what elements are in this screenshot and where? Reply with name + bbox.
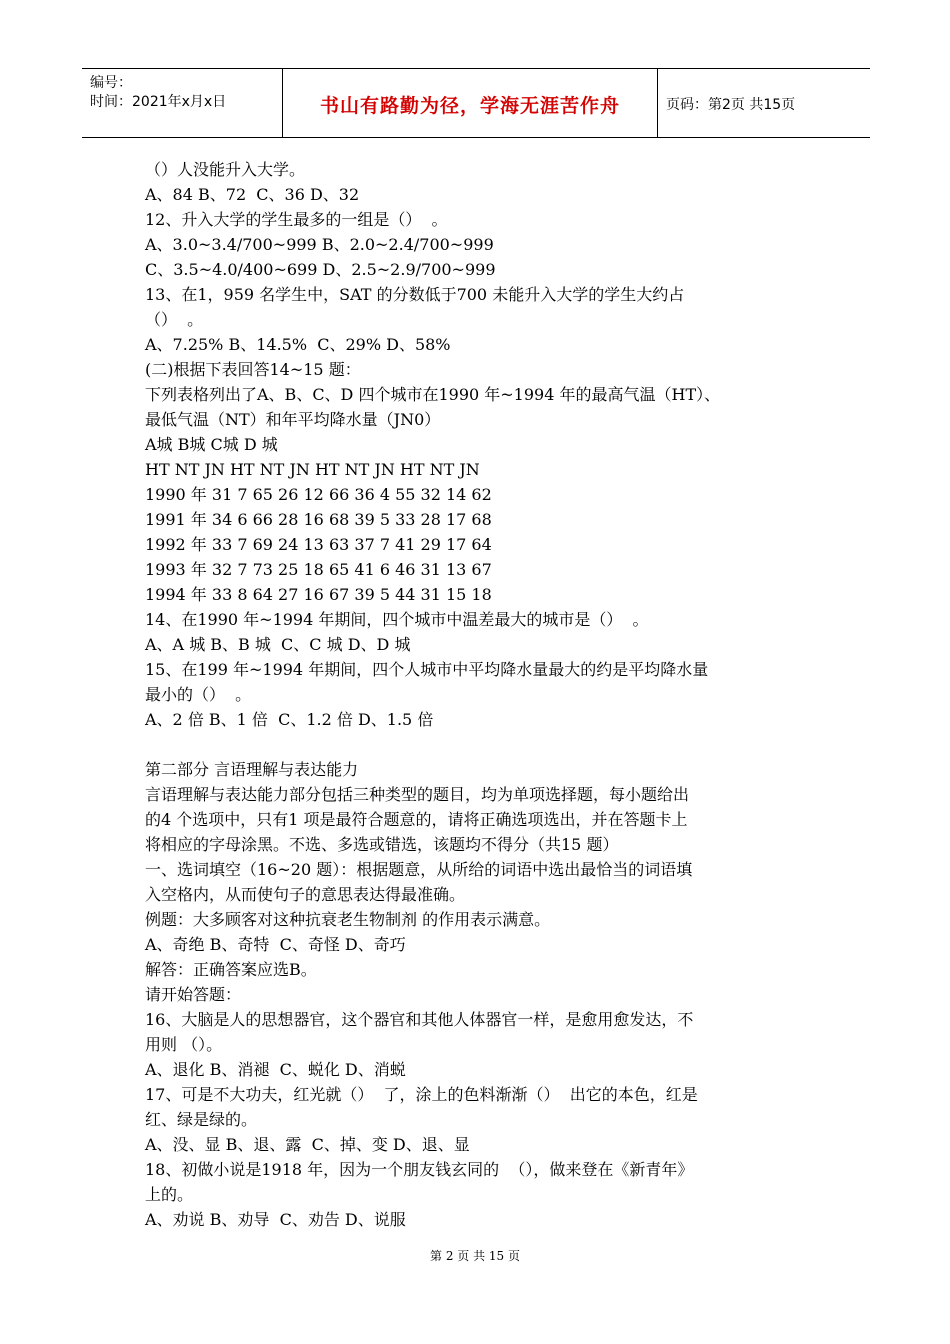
header-page-info: 页码：第2页 共15页	[666, 97, 796, 113]
text-line: （） 。	[145, 310, 204, 329]
doc-number-label: 编号：	[90, 75, 132, 91]
text-line: 最小的（） 。	[145, 685, 252, 704]
text-line: 解答：正确答案应选B。	[145, 960, 317, 979]
text-line: 1991 年 34 6 66 28 16 68 39 5 33 28 17 68	[145, 510, 492, 529]
text-line: 红、绿是绿的。	[145, 1110, 258, 1129]
text-line: 最低气温（NT）和年平均降水量（JN0）	[145, 410, 441, 429]
text-line: A、退化 B、消褪 C、蜕化 D、消蜕	[145, 1060, 406, 1079]
text-line: HT NT JN HT NT JN HT NT JN HT NT JN	[145, 460, 480, 479]
text-line: A、奇绝 B、奇特 C、奇怪 D、奇巧	[145, 935, 406, 954]
text-line: 请开始答题：	[145, 985, 242, 1004]
text-line: 15、在199 年~1994 年期间，四个人城市中平均降水量最大的约是平均降水量	[145, 660, 709, 679]
text-line: 1992 年 33 7 69 24 13 63 37 7 41 29 17 64	[145, 535, 492, 554]
text-line: 下列表格列出了A、B、C、D 四个城市在1990 年~1994 年的最高气温（HT）、	[145, 385, 721, 404]
text-line: 一、选词填空（16~20 题）：根据题意，从所给的词语中选出最恰当的词语填	[145, 860, 693, 879]
text-line: 的4 个选项中，只有1 项是最符合题意的，请将正确选项选出，并在答题卡上	[145, 810, 688, 829]
header-right-cell	[658, 69, 870, 137]
text-line: A、2 倍 B、1 倍 C、1.2 倍 D、1.5 倍	[145, 710, 434, 729]
text-line: 14、在1990 年~1994 年期间，四个城市中温差最大的城市是（） 。	[145, 610, 649, 629]
text-line: 12、升入大学的学生最多的一组是（） 。	[145, 210, 448, 229]
page-footer: 第 2 页 共 15 页	[430, 1249, 520, 1263]
text-line: 18、初做小说是1918 年，因为一个朋友钱玄同的 （），做来登在《新青年》	[145, 1160, 694, 1179]
text-line: A、3.0~3.4/700~999 B、2.0~2.4/700~999	[145, 235, 494, 254]
text-line: 17、可是不大功夫，红光就（） 了，涂上的色料渐渐（） 出它的本色，红是	[145, 1085, 698, 1104]
text-line: A、7.25% B、14.5% C、29% D、58%	[145, 335, 451, 354]
text-line: A城 B城 C城 D 城	[145, 435, 278, 454]
text-line: 1990 年 31 7 65 26 12 66 36 4 55 32 14 62	[145, 485, 492, 504]
text-line: （）人没能升入大学。	[145, 160, 306, 179]
page-header	[82, 68, 870, 138]
text-line: 13、在1，959 名学生中，SAT 的分数低于700 未能升入大学的学生大约占	[145, 285, 685, 304]
text-line: 将相应的字母涂黑。不选、多选或错选，该题均不得分（共15 题）	[145, 835, 619, 854]
text-line: 1993 年 32 7 73 25 18 65 41 6 46 31 13 67	[145, 560, 492, 579]
text-line: A、A 城 B、B 城 C、C 城 D、D 城	[145, 635, 411, 654]
text-line: 上的。	[145, 1185, 194, 1204]
header-center-cell	[283, 69, 658, 137]
text-line: 16、大脑是人的思想器官，这个器官和其他人体器官一样，是愈用愈发达，不	[145, 1010, 694, 1029]
section-title: 第二部分 言语理解与表达能力	[145, 760, 359, 779]
text-line: A、劝说 B、劝导 C、劝告 D、说服	[145, 1210, 406, 1229]
text-line: 言语理解与表达能力部分包括三种类型的题目，均为单项选择题，每小题给出	[145, 785, 690, 804]
doc-date-label: 时间：2021年x月x日	[90, 94, 227, 110]
text-line: C、3.5~4.0/400~699 D、2.5~2.9/700~999	[145, 260, 496, 279]
text-line: (二)根据下表回答14~15 题：	[145, 360, 361, 379]
text-line: 例题：大多顾客对这种抗衰老生物制剂 的作用表示满意。	[145, 910, 551, 929]
header-left-cell	[82, 69, 283, 137]
header-motto: 书山有路勤为径，学海无涯苦作舟	[319, 95, 620, 117]
text-line: A、没、显 B、退、露 C、掉、变 D、退、显	[145, 1135, 470, 1154]
text-line: 1994 年 33 8 64 27 16 67 39 5 44 31 15 18	[145, 585, 492, 604]
text-line: 入空格内，从而使句子的意思表达得最准确。	[145, 885, 466, 904]
text-line: 用则 （）。	[145, 1035, 223, 1054]
text-line: A、84 B、72 C、36 D、32	[145, 185, 360, 204]
